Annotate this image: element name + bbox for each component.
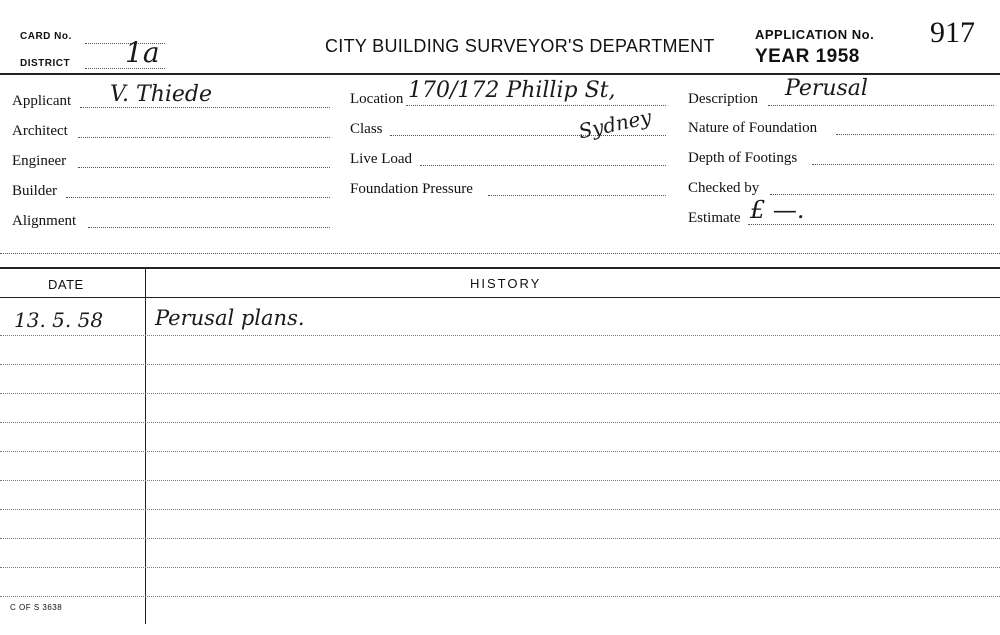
alignment-line — [88, 227, 330, 228]
district-label: DISTRICT — [20, 58, 71, 69]
header-divider — [0, 73, 1000, 75]
applicant-line — [80, 107, 330, 108]
history-rule — [0, 451, 1000, 452]
description-value: Perusal — [785, 76, 868, 101]
applicant-value: V. Thiede — [110, 82, 213, 107]
foundation-pressure-label: Foundation Pressure — [350, 181, 473, 197]
application-label: APPLICATION No. — [755, 27, 875, 42]
nature-of-foundation-label: Nature of Foundation — [688, 120, 818, 136]
location-line — [406, 105, 666, 106]
architect-label: Architect — [12, 123, 68, 139]
live-load-line — [420, 165, 666, 166]
history-row-entry: Perusal plans. — [155, 306, 305, 330]
location-value: 170/172 Phillip St, — [408, 78, 616, 103]
year-label: YEAR 1958 — [755, 46, 860, 67]
history-rule — [0, 335, 1000, 336]
history-rule — [0, 567, 1000, 568]
builder-line — [66, 197, 330, 198]
estimate-value: £ —. — [750, 196, 805, 224]
engineer-line — [78, 167, 330, 168]
description-label: Description — [688, 91, 758, 107]
history-rule — [0, 364, 1000, 365]
date-column-divider — [145, 269, 146, 624]
architect-line — [78, 137, 330, 138]
history-rule — [0, 509, 1000, 510]
history-top-divider — [0, 267, 1000, 269]
department-title: CITY BUILDING SURVEYOR'S DEPARTMENT — [325, 36, 715, 56]
depth-of-footings-label: Depth of Footings — [688, 150, 798, 166]
history-header-rule — [0, 297, 1000, 298]
history-rule — [0, 422, 1000, 423]
history-rule — [0, 480, 1000, 481]
district-value: 1a — [125, 36, 160, 69]
class-line — [390, 135, 666, 136]
foundation-pressure-line — [488, 195, 666, 196]
card-no-label: CARD No. — [20, 31, 72, 42]
history-row-date: 13. 5. 58 — [14, 308, 104, 332]
nature-of-foundation-line — [836, 134, 994, 135]
applicant-label: Applicant — [12, 93, 72, 109]
checked-by-line — [770, 194, 994, 195]
estimate-label: Estimate — [688, 210, 741, 226]
live-load-label: Live Load — [350, 151, 413, 167]
location-value-sydney: Sydney — [576, 104, 654, 144]
location-label: Location — [350, 91, 404, 107]
history-rule — [0, 596, 1000, 597]
history-header: HISTORY — [470, 276, 542, 291]
depth-of-footings-line — [812, 164, 994, 165]
estimate-line — [748, 224, 994, 225]
builder-label: Builder — [12, 183, 57, 199]
form-code: C OF S 3638 — [10, 603, 63, 612]
class-label: Class — [350, 121, 383, 137]
history-rule — [0, 538, 1000, 539]
history-rule — [0, 393, 1000, 394]
fields-bottom-rule — [0, 253, 1000, 254]
date-header: DATE — [48, 277, 84, 292]
checked-by-label: Checked by — [688, 180, 760, 196]
alignment-label: Alignment — [12, 213, 77, 229]
description-line — [768, 105, 994, 106]
engineer-label: Engineer — [12, 153, 67, 169]
application-number: 917 — [930, 16, 975, 49]
